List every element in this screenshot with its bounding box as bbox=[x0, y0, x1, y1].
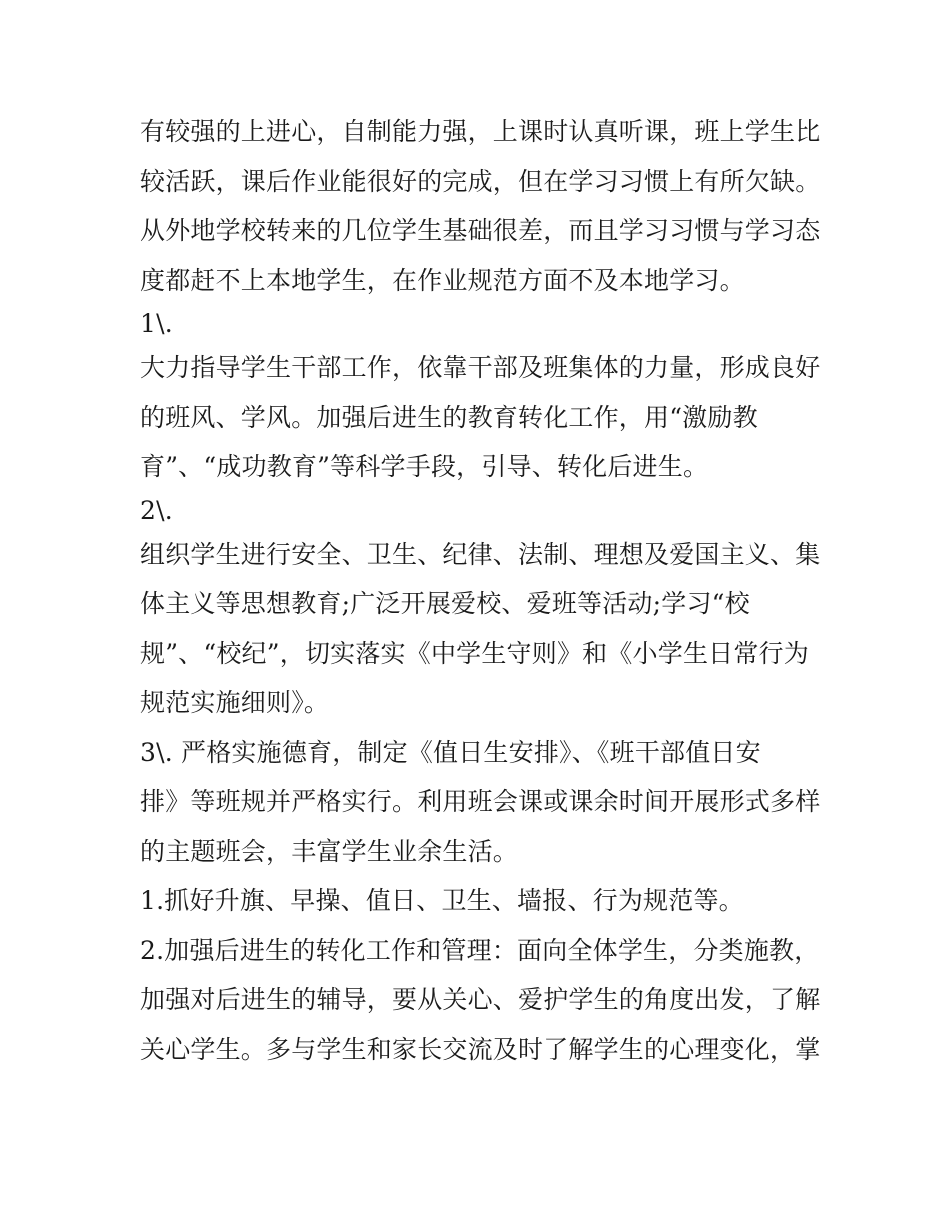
text-line: 规”、“校纪”，切实落实《中学生守则》和《小学生日常行为 bbox=[140, 638, 809, 668]
text-line: 1.抓好升旗、早操、值日、卫生、墙报、行为规范等。 bbox=[140, 886, 744, 915]
text-line: 排》等班规并严格实行。利用班会课或课余时间开展形式多样 bbox=[140, 787, 821, 816]
text-line: 有较强的上进心，自制能力强，上课时认真听课，班上学生比 bbox=[140, 117, 821, 146]
text-line: 从外地学校转来的几位学生基础很差，而且学习习惯与学习态 bbox=[140, 216, 821, 245]
text-line: 加强对后进生的辅导，要从关心、爱护学生的角度出发，了解 bbox=[140, 985, 821, 1014]
text-line: 的班风、学风。加强后进生的教育转化工作，用“激励教 bbox=[140, 402, 758, 432]
text-line: 组织学生进行安全、卫生、纪律、法制、理想及爱国主义、集 bbox=[140, 539, 821, 569]
text-line: 规范实施细则》。 bbox=[140, 688, 330, 717]
section-number: 2\. bbox=[140, 495, 173, 525]
text-line: 较活跃，课后作业能很好的完成，但在学习习惯上有所欠缺。 bbox=[140, 166, 821, 196]
text-line: 2.加强后进生的转化工作和管理：面向全体学生，分类施教， bbox=[140, 935, 820, 965]
text-line: 3\. 严格实施德育，制定《值日生安排》、《班干部值日安 bbox=[140, 737, 761, 767]
text-line: 育”、“成功教育”等科学手段，引导、转化后进生。 bbox=[140, 452, 709, 481]
body-text bbox=[140, 107, 830, 1074]
text-line: 体主义等思想教育;广泛开展爱校、爱班等活动;学习“校 bbox=[140, 589, 750, 618]
text-line: 关心学生。多与学生和家长交流及时了解学生的心理变化，掌 bbox=[140, 1034, 821, 1064]
section-number: 1\. bbox=[140, 309, 173, 338]
text-line: 大力指导学生干部工作，依靠干部及班集体的力量，形成良好 bbox=[140, 353, 821, 382]
text-line: 的主题班会，丰富学生业余生活。 bbox=[140, 836, 519, 866]
text-line: 度都赶不上本地学生，在作业规范方面不及本地学习。 bbox=[140, 265, 745, 295]
